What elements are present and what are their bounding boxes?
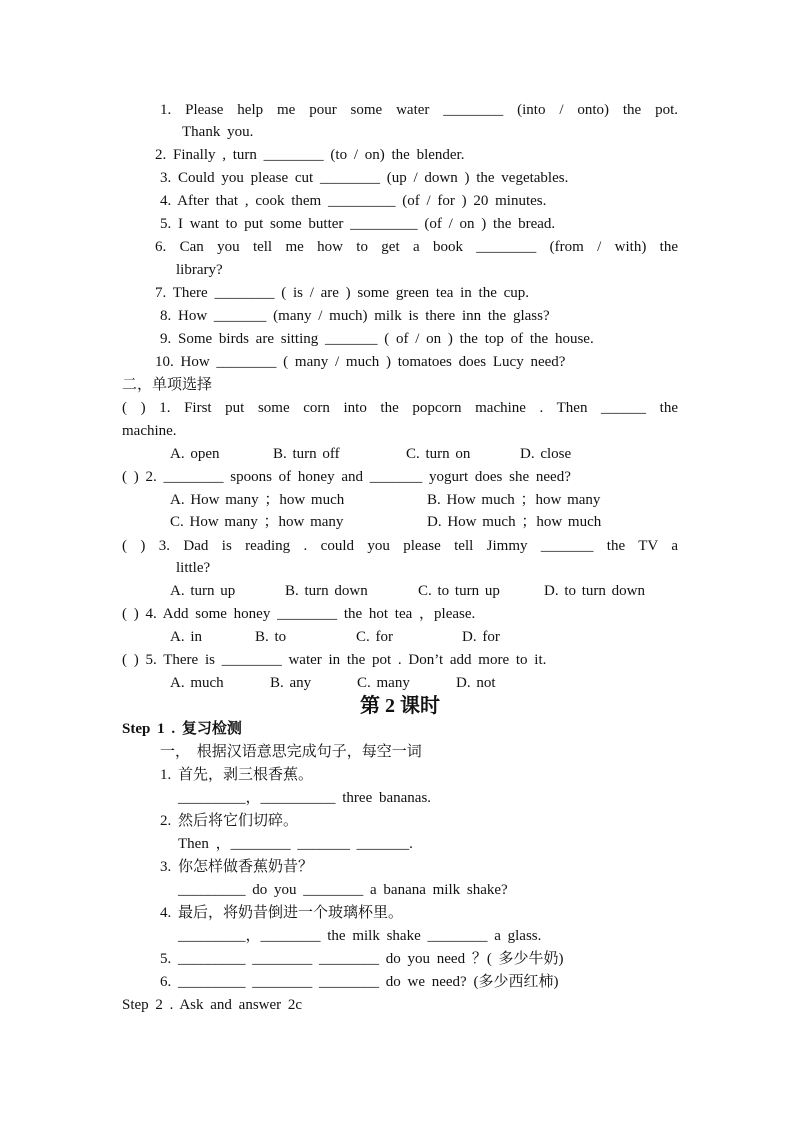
mc-question-3-cont: little? — [176, 560, 211, 576]
mc-question-3: ( ) 3. Dad is reading . could you please tell Jimmy _______ the TV a — [122, 538, 678, 554]
exercise-item-5: 5. I want to put some butter _________ (of / on ) the bread. — [160, 216, 556, 232]
mc-q1-option-b: B. turn off — [273, 446, 340, 462]
exercise-item-9: 9. Some birds are sitting _______ ( of / on ) the top of the house. — [160, 331, 594, 347]
mc-q4-option-c: C. for — [356, 629, 393, 645]
mc-q3-option-a: A. turn up — [170, 583, 236, 599]
exercise-item-1: 1. Please help me pour some water ________ (into / onto) the pot. — [160, 102, 678, 118]
instruction-line: 一， 根据汉语意思完成句子，每空一词 — [160, 744, 422, 760]
mc-q4-option-a: A. in — [170, 629, 202, 645]
mc-question-2: ( ) 2. ________ spoons of honey and _______ yogurt does she need? — [122, 469, 571, 485]
exercise-item-1-cont: Thank you. — [182, 124, 254, 140]
translation-item-5: 5. _________ ________ ________ do you need ？( 多少牛奶) — [160, 951, 564, 967]
translation-blank-3: _________ do you ________ a banana milk shake? — [178, 882, 508, 898]
mc-q3-option-b: B. turn down — [285, 583, 368, 599]
exercise-item-7: 7. There ________ ( is / are ) some green tea in the cup. — [155, 285, 530, 301]
mc-q4-option-b: B. to — [255, 629, 287, 645]
translation-item-1: 1. 首先，剥三根香蕉。 — [160, 767, 314, 783]
exercise-item-3: 3. Could you please cut ________ (up / down ) the vegetables. — [160, 170, 569, 186]
exercise-item-6-cont: library? — [176, 262, 223, 278]
translation-item-3: 3. 你怎样做香蕉奶昔？ — [160, 859, 314, 875]
mc-q1-option-a: A. open — [170, 446, 220, 462]
translation-item-4: 4. 最后，将奶昔倒进一个玻璃杯里。 — [160, 905, 404, 921]
mc-q1-option-c: C. turn on — [406, 446, 471, 462]
mc-question-1: ( ) 1. First put some corn into the popcorn machine . Then ______ the — [122, 400, 678, 416]
translation-item-2: 2. 然后将它们切碎。 — [160, 813, 299, 829]
exercise-item-10: 10. How ________ ( many / much ) tomatoes does Lucy need? — [155, 354, 566, 370]
mc-q2-option-a: A. How many ；how much — [170, 492, 345, 508]
mc-q2-option-d: D. How much ；how much — [427, 514, 602, 530]
translation-item-6: 6. _________ ________ ________ do we need? (多少西红柿) — [160, 974, 559, 990]
exercise-item-8: 8. How _______ (many / much) milk is there inn the glass? — [160, 308, 550, 324]
mc-question-5: ( ) 5. There is ________ water in the pot . Don’t add more to it. — [122, 652, 547, 668]
mc-q5-option-a: A. much — [170, 675, 224, 691]
exercise-item-6: 6. Can you tell me how to get a book ________ (from / with) the — [155, 239, 678, 255]
mc-q5-option-c: C. many — [357, 675, 410, 691]
mc-q1-option-d: D. close — [520, 446, 572, 462]
step-1-title: Step 1 . 复习检测 — [122, 721, 242, 737]
mc-q3-option-d: D. to turn down — [544, 583, 645, 599]
lesson-heading: 第 2 课时 — [360, 695, 440, 717]
mc-q5-option-b: B. any — [270, 675, 312, 691]
mc-question-4: ( ) 4. Add some honey ________ the hot tea ，please. — [122, 606, 476, 622]
mc-q4-option-d: D. for — [462, 629, 500, 645]
mc-q2-option-c: C. How many ；how many — [170, 514, 344, 530]
step-2-title: Step 2 . Ask and answer 2c — [122, 997, 303, 1013]
mc-q2-option-b: B. How much ；how many — [427, 492, 601, 508]
exercise-item-4: 4. After that , cook them _________ (of / for ) 20 minutes. — [160, 193, 547, 209]
mc-q3-option-c: C. to turn up — [418, 583, 500, 599]
mc-q5-option-d: D. not — [456, 675, 496, 691]
translation-blank-1: _________，__________ three bananas. — [178, 790, 432, 806]
translation-blank-2: Then ，________ _______ _______. — [178, 836, 413, 852]
exercise-item-2: 2. Finally , turn ________ (to / on) the blender. — [155, 147, 465, 163]
translation-blank-4: _________，________ the milk shake ________ a glass. — [178, 928, 542, 944]
mc-question-1-cont: machine. — [122, 423, 177, 439]
section-title-multiple-choice: 二，单项选择 — [122, 377, 213, 393]
